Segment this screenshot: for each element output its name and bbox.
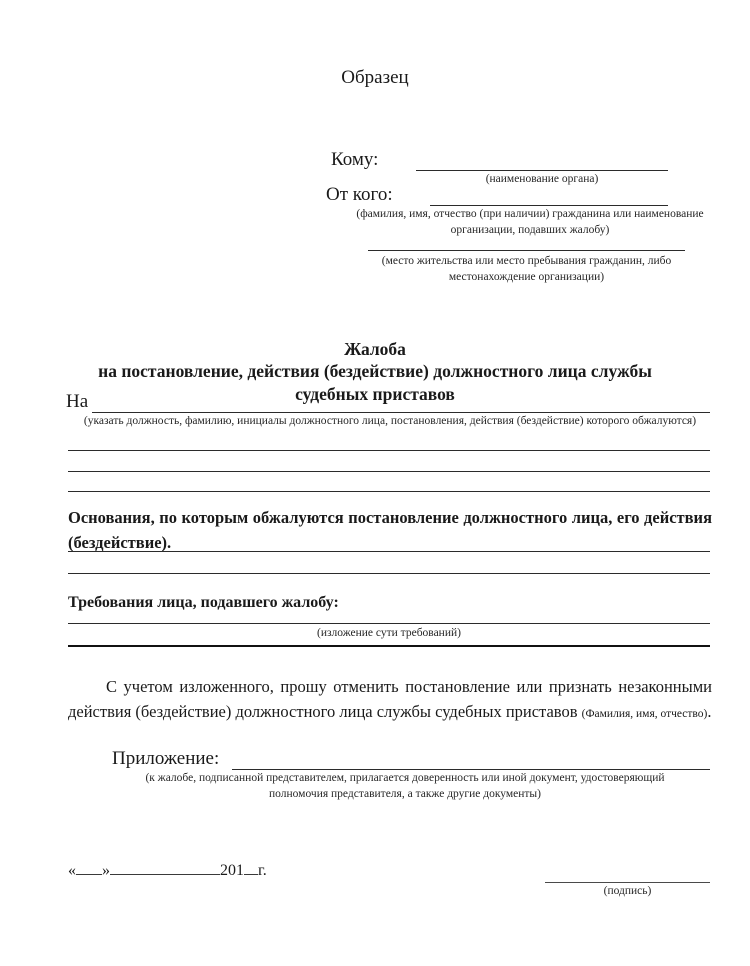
demands-caption: (изложение сути требований) xyxy=(317,627,461,639)
official-answer-line[interactable] xyxy=(68,450,710,451)
closing-paragraph-text: С учетом изложенного, прошу отменить постановление или признать незаконными действия (бездействие) должностного лица службы судебных приставов xyxy=(68,677,712,722)
document-title-line-3: судебных приставов xyxy=(295,383,455,404)
date-quote-close: » xyxy=(102,862,110,879)
attachment-caption-line2: полномочия представителя, а также другие документы) xyxy=(269,787,541,800)
addressee-from-caption-line1: (фамилия, имя, отчество (при наличии) гражданина или наименование xyxy=(356,208,704,220)
signature-caption: (подпись) xyxy=(603,885,652,897)
attachment-fill-line[interactable] xyxy=(232,769,710,770)
date-year-prefix: 201 xyxy=(220,862,244,879)
addressee-komu-label: Кому: xyxy=(331,149,379,170)
official-na-label: На xyxy=(66,391,89,412)
date-year-blank[interactable] xyxy=(244,874,258,875)
date-day-blank[interactable] xyxy=(76,874,102,875)
grounds-heading: Основания, по которым обжалуются постановление должностного лица, его действия (бездействие). xyxy=(68,508,712,552)
demands-fill-line[interactable] xyxy=(68,623,710,624)
date-year-suffix: г. xyxy=(258,862,267,879)
date-line xyxy=(68,862,267,880)
document-title-line-2: на постановление, действия (бездействие) должностного лица службы xyxy=(98,361,652,382)
closing-paragraph xyxy=(68,674,712,724)
date-quote-open: « xyxy=(68,862,76,879)
signature-fill-line[interactable] xyxy=(545,882,710,883)
official-answer-line[interactable] xyxy=(68,471,710,472)
official-na-caption: (указать должность, фамилию, инициалы должностного лица, постановления, действия (бездействие) которого обжалуются) xyxy=(83,415,697,427)
sample-label: Образец xyxy=(341,67,409,88)
addressee-address-caption xyxy=(368,254,685,285)
addressee-from-caption-line2: организации, подавших жалобу) xyxy=(450,223,610,236)
addressee-address-caption-line2: местонахождение организации) xyxy=(448,270,605,283)
addressee-from-fill-line[interactable] xyxy=(430,205,668,206)
addressee-from-caption xyxy=(330,207,730,238)
document-title-line-1: Жалоба xyxy=(344,339,406,359)
closing-paragraph-period: . xyxy=(707,702,712,722)
official-na-fill-line[interactable] xyxy=(92,412,710,413)
addressee-address-caption-line1: (место жительства или место пребывания гражданин, либо xyxy=(381,255,672,267)
addressee-komu-fill-line[interactable] xyxy=(416,170,668,171)
closing-paragraph-name-hint: (Фамилия, имя, отчество) xyxy=(581,708,708,721)
demands-heading: Требования лица, подавшего жалобу: xyxy=(68,594,339,611)
grounds-answer-line[interactable] xyxy=(68,573,710,574)
addressee-address-fill-line[interactable] xyxy=(368,250,685,251)
attachment-label: Приложение: xyxy=(112,748,220,769)
attachment-caption-line1: (к жалобе, подписанной представителем, прилагается доверенность или иной документ, удостоверяющий xyxy=(145,772,665,784)
attachment-caption xyxy=(100,771,710,802)
addressee-komu-caption: (наименование органа) xyxy=(485,173,599,185)
document-title xyxy=(60,338,690,405)
date-month-blank[interactable] xyxy=(110,874,220,875)
official-answer-line[interactable] xyxy=(68,491,710,492)
grounds-answer-line[interactable] xyxy=(68,551,710,552)
demands-separator-rule xyxy=(68,645,710,647)
addressee-from-label: От кого: xyxy=(326,184,393,205)
